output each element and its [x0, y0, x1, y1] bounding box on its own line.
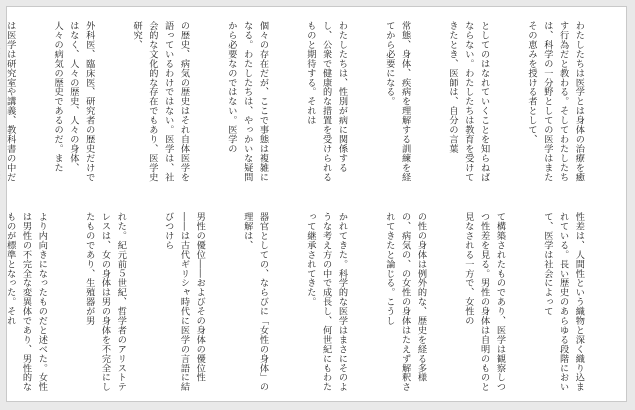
lower-paragraph: 性差は、人間性という織物と深く織り込まれている。長い歴史のあらゆる段階において、医学は社会によって	[541, 212, 585, 392]
lower-paragraph: れた。紀元前５世紀、哲学者のアリストテレスは、女の身体は男の身体を不完全にしたものであり、生殖器が男	[83, 212, 127, 392]
upper-text-block	[4, 21, 618, 189]
upper-paragraph: は医学は研究室や講義、教科書の中だ	[4, 21, 16, 182]
lower-paragraph: 男性の優位――およびその身体の優位性――は古代ギリシャ時代に医学の言語に結びつけら	[162, 212, 206, 392]
upper-paragraph: の歴史、病気の歴史はそれ自体医学を語っているわけではない。医学は、社会的な文化的な存在でもあり、医学史研究、	[131, 21, 190, 182]
upper-paragraph: わたしたちは医学とは身体の治療を癒す行為だと教わる。そしてわたしたちは、科学の一分野としての医学はまたその恵みを授ける者として、	[526, 21, 585, 182]
upper-paragraph: としてのはなれていくことを知らねばならない。わたしたちは教育を受けてきたとき、医師は、自分の言葉	[447, 21, 490, 182]
lower-paragraph: て構築されたものであり、医学は観察しつつ性差を見る。男性の身体は自明のものと見なされる一方で、女性の	[462, 212, 506, 392]
upper-paragraph: 外科医、臨床医、研究者の歴史だけではなく、人々の歴史、人々の身体、人々の病気の歴史であるのだ。また	[52, 21, 95, 182]
book-spread	[6, 6, 627, 402]
lower-text-block	[4, 212, 618, 392]
lower-paragraph: より内向きになったものだと述べた。女性は男性の不完全な変異体であり、男性的なものが標準となった。それ	[4, 212, 48, 392]
lower-paragraph: かれてきた。科学的な医学はまさにそのような考え方の中で成長し、何世紀にもわたって継承されてきた。	[304, 212, 348, 392]
lower-paragraph: の性の身体は例外的な、歴史を経る多様の、病気の、の女性の身体はたえず解釈されてきたと論じる。こうし	[383, 212, 427, 392]
upper-paragraph: わたしたちは、性別が病に関係するし、公衆で健康的な措置を受けられるものと期待する。それは	[304, 21, 348, 182]
lower-paragraph: 器官としての、ならびに「女性の身体」の理解は、	[241, 212, 269, 392]
upper-paragraph: 常態、身体、疾病を理解する訓練を経てから必要になる。	[383, 21, 411, 182]
upper-paragraph: 個々の存在だが、ここで事態は複雑になる。わたしたちは、やっかいな疑問から必要なのではない。医学の	[225, 21, 269, 182]
